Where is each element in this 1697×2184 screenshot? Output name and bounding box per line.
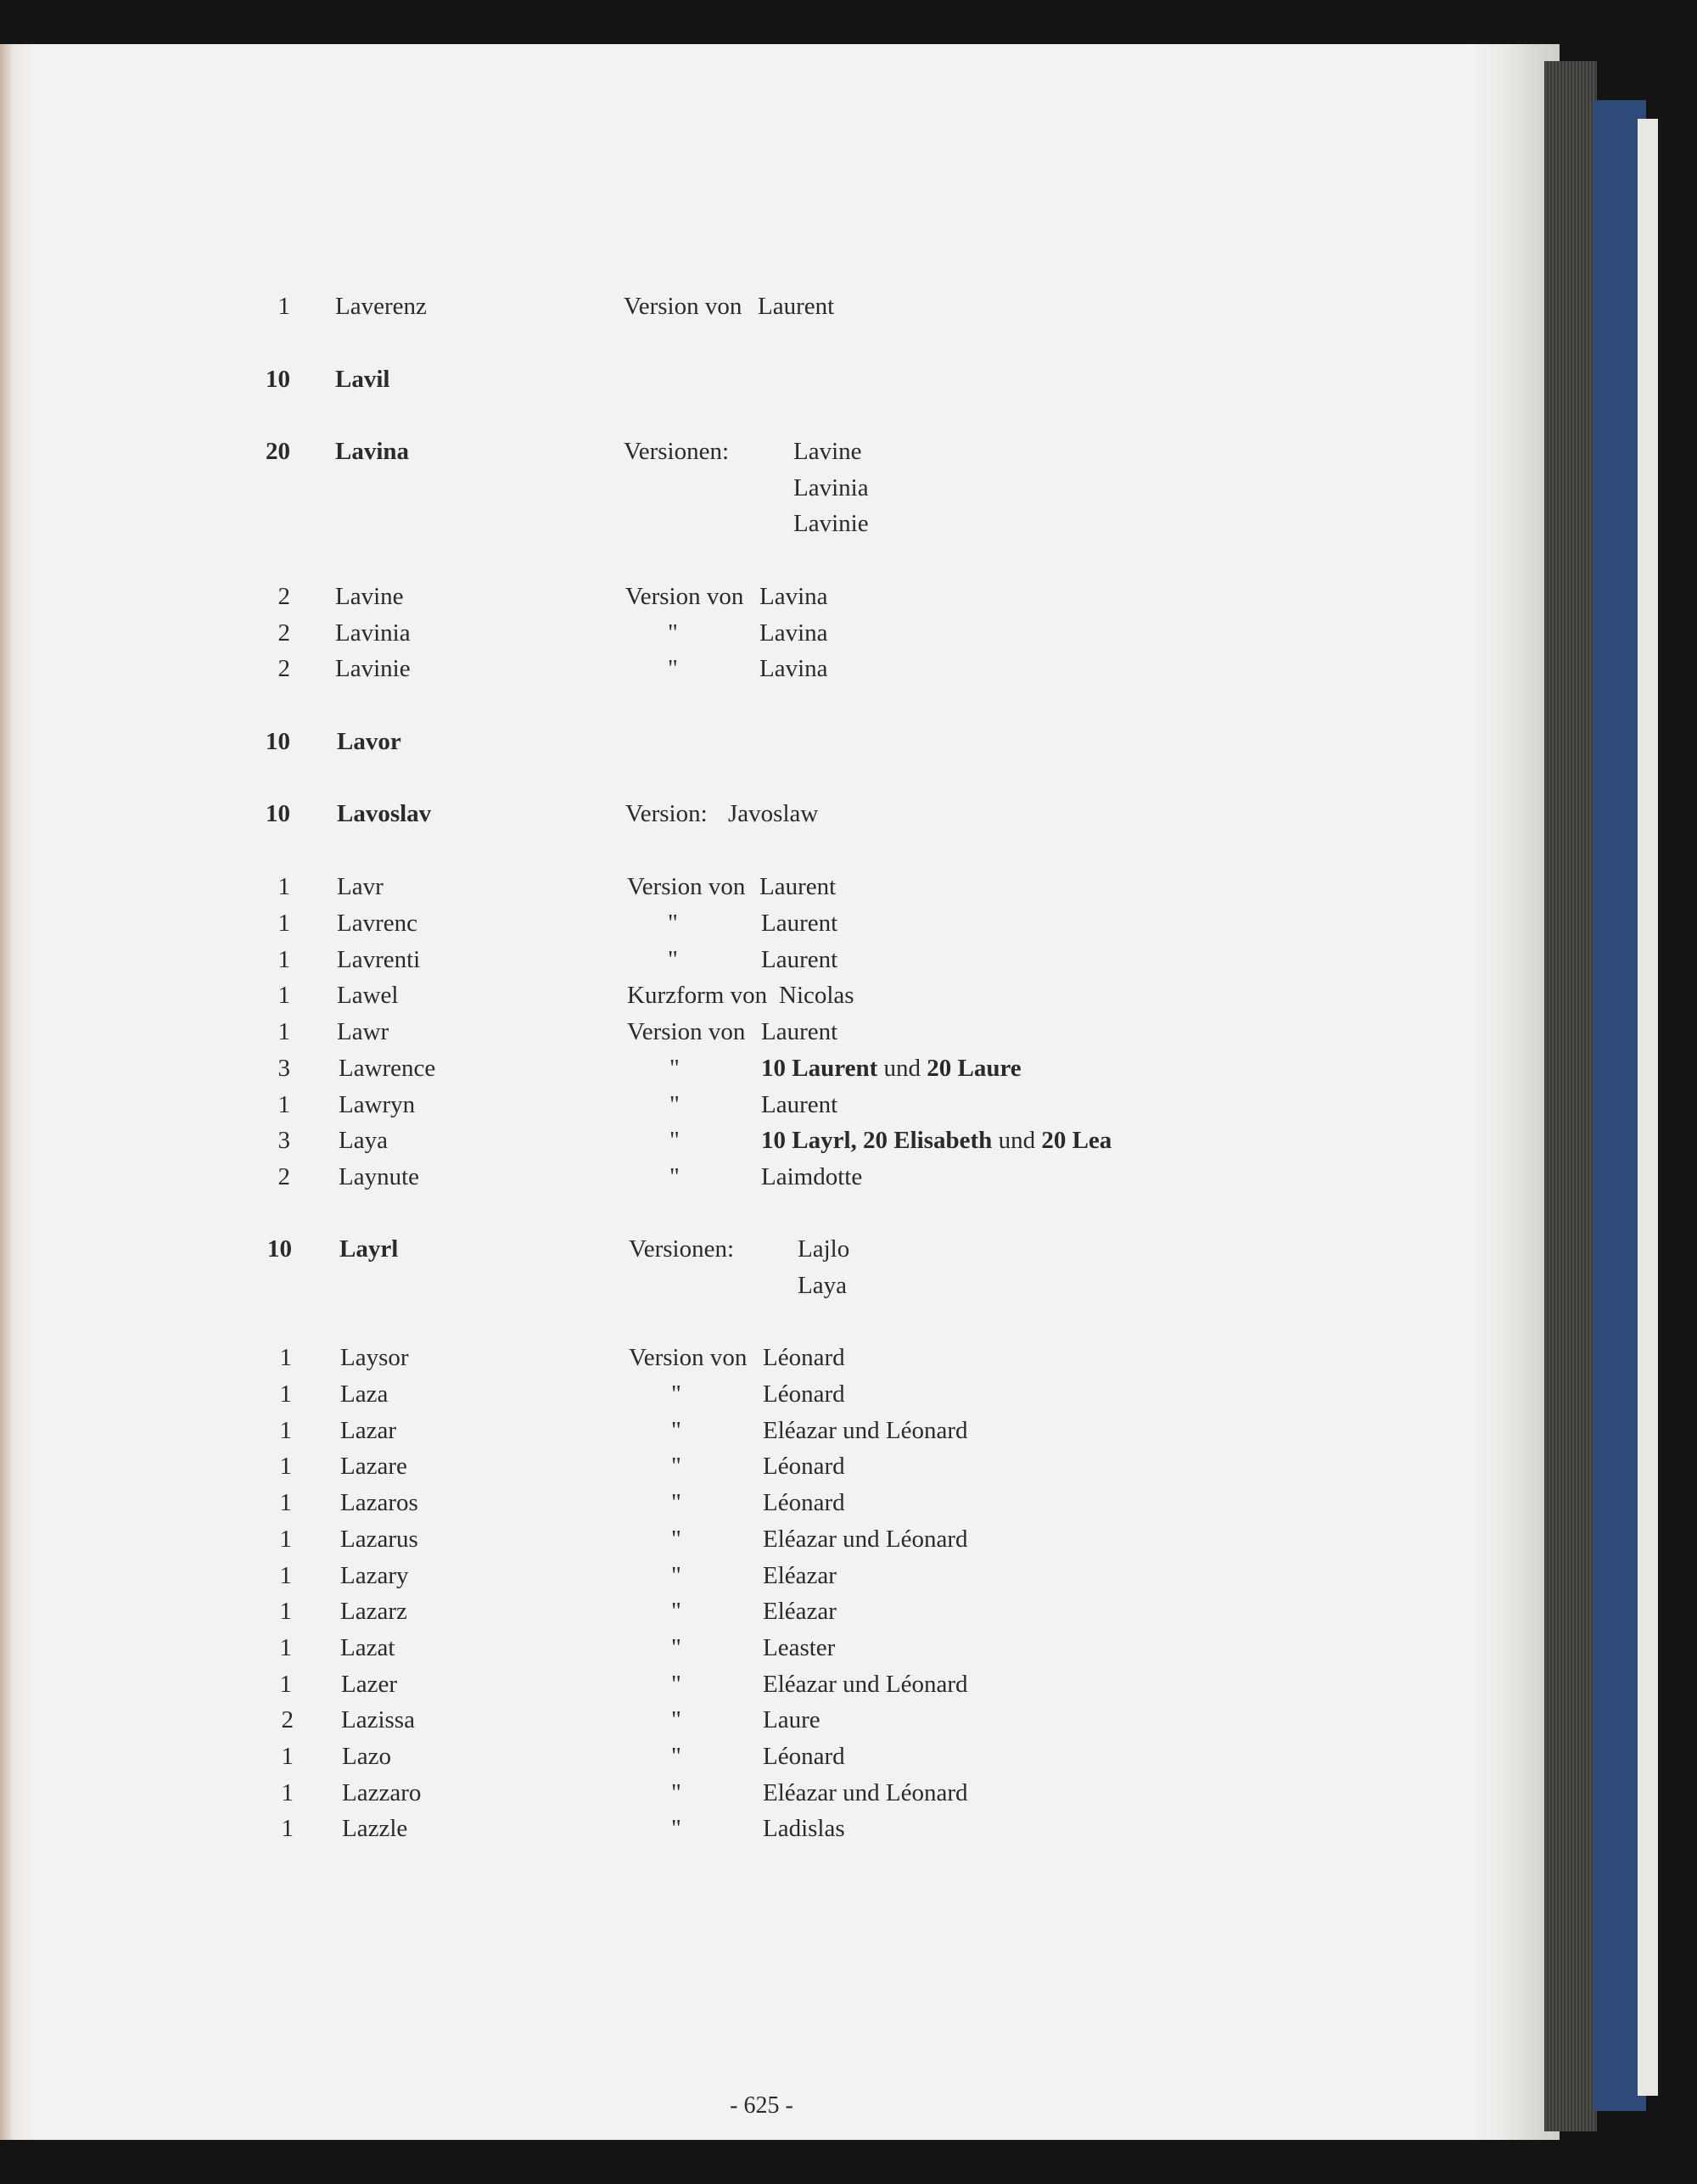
entry-label: Version von <box>627 873 746 900</box>
entry-name: Laverenz <box>335 293 427 320</box>
entry-number: 1 <box>277 873 290 900</box>
entry-reference: Eléazar <box>763 1562 837 1589</box>
entry-number: 1 <box>277 1018 290 1045</box>
entry-name: Lavil <box>335 366 390 393</box>
entry-name: Laza <box>340 1380 389 1408</box>
entry-name: Lavine <box>335 583 404 610</box>
entry-name: Lazzle <box>342 1815 408 1842</box>
ditto-mark: " <box>671 1671 681 1698</box>
ditto-mark: " <box>671 1706 681 1733</box>
ditto-mark: " <box>668 910 678 937</box>
entry-name: Laysor <box>340 1344 409 1371</box>
entry-number: 2 <box>281 1706 294 1733</box>
page-number: - 625 - <box>730 2092 793 2119</box>
entry-reference <box>761 1127 1112 1155</box>
entry-name: Laynute <box>339 1163 420 1190</box>
entry-name: Lavrenc <box>337 910 417 937</box>
entry-label: Version von <box>629 1344 748 1371</box>
entry-number: 1 <box>277 1091 290 1118</box>
entry-number: 10 <box>266 728 290 755</box>
ditto-mark: " <box>671 1743 681 1770</box>
entry-number: 10 <box>266 800 290 827</box>
entry-number: 1 <box>279 1598 292 1625</box>
ditto-mark: " <box>669 1055 680 1082</box>
entry-reference: Laurent <box>758 293 835 320</box>
ref-bold-1: 10 Laurent <box>761 1055 878 1082</box>
entry-name: Lavinia <box>335 619 411 647</box>
entry-number: 1 <box>279 1634 292 1661</box>
cover-inner-edge <box>1638 119 1658 2096</box>
entry-number: 10 <box>267 1235 292 1263</box>
ditto-mark: " <box>671 1779 681 1806</box>
facing-page-edge <box>0 44 34 2140</box>
entry-number: 20 <box>266 438 290 465</box>
entry-number: 1 <box>281 1779 294 1806</box>
entry-reference: Laurent <box>759 873 837 900</box>
entry-reference: Laurent <box>761 1018 838 1045</box>
entry-label: Version von <box>624 293 742 320</box>
entry-reference: Laimdotte <box>761 1163 863 1190</box>
entry-reference: Lavina <box>759 583 828 610</box>
entry-name: Lawrence <box>339 1055 436 1082</box>
entry-name: Lavr <box>337 873 384 900</box>
entry-version: Lajlo <box>798 1235 850 1263</box>
entry-reference: Léonard <box>763 1380 845 1408</box>
entry-label: Version von <box>627 1018 746 1045</box>
ditto-mark: " <box>669 1091 680 1118</box>
entry-number: 1 <box>279 1526 292 1553</box>
entry-label: Kurzform von <box>627 982 768 1009</box>
entry-name: Lazar <box>340 1417 396 1444</box>
entry-name: Lazissa <box>341 1706 415 1733</box>
ditto-mark: " <box>671 1380 681 1408</box>
entry-version: Lavinie <box>793 510 869 537</box>
entry-label: Versionen: <box>629 1235 735 1263</box>
ditto-mark: " <box>671 1634 681 1661</box>
entry-reference: Léonard <box>763 1453 845 1480</box>
entry-reference <box>761 1055 1022 1083</box>
entry-reference: Léonard <box>763 1489 845 1516</box>
ditto-mark: " <box>671 1562 681 1589</box>
ditto-mark: " <box>671 1526 681 1553</box>
entry-number: 1 <box>279 1562 292 1589</box>
entry-name: Lazzaro <box>342 1779 422 1806</box>
entry-name: Lazare <box>340 1453 407 1480</box>
entry-number: 10 <box>266 366 290 393</box>
ref-bold-2: 20 Laure <box>927 1055 1022 1082</box>
entry-name: Lavor <box>337 728 401 755</box>
entry-name: Laya <box>339 1127 388 1154</box>
page-stack <box>1544 61 1597 2131</box>
entry-reference: Leaster <box>763 1634 836 1661</box>
entry-label: Versionen: <box>624 438 730 465</box>
entry-name: Lavina <box>335 438 410 465</box>
entry-number: 1 <box>281 1815 294 1842</box>
entry-number: 1 <box>279 1344 292 1371</box>
entry-number: 2 <box>277 1163 290 1190</box>
ditto-mark: " <box>669 1127 680 1154</box>
ref-connector: und <box>992 1127 1042 1154</box>
entry-reference: Nicolas <box>779 982 854 1009</box>
entry-reference: Eléazar und Léonard <box>763 1417 968 1444</box>
entry-number: 1 <box>279 1671 292 1698</box>
entry-number: 1 <box>277 946 290 973</box>
entry-number: 2 <box>277 583 290 610</box>
entry-name: Lazarz <box>340 1598 407 1625</box>
entry-number: 1 <box>277 982 290 1009</box>
entry-version: Laya <box>798 1272 847 1299</box>
entry-name: Lavinie <box>335 655 411 682</box>
entry-name: Lazarus <box>340 1526 418 1553</box>
entry-reference: Laurent <box>761 946 838 973</box>
entry-reference: Laurent <box>761 910 838 937</box>
entry-number: 1 <box>277 293 290 320</box>
entry-number: 3 <box>277 1055 290 1082</box>
entry-number: 2 <box>277 655 290 682</box>
entry-name: Lazat <box>340 1634 395 1661</box>
entry-name: Layrl <box>339 1235 399 1263</box>
entry-reference: Eléazar <box>763 1598 837 1625</box>
ditto-mark: " <box>671 1417 681 1444</box>
entry-number: 1 <box>279 1380 292 1408</box>
entry-number: 1 <box>279 1489 292 1516</box>
entry-name: Lazer <box>341 1671 397 1698</box>
entry-name: Lazaros <box>340 1489 418 1516</box>
entry-reference: Lavina <box>759 655 828 682</box>
entry-reference: Laurent <box>761 1091 838 1118</box>
entry-reference: Javoslaw <box>728 800 819 827</box>
ref-connector: und <box>877 1055 927 1082</box>
ditto-mark: " <box>671 1453 681 1480</box>
entry-number: 1 <box>277 910 290 937</box>
entry-reference: Laure <box>763 1706 820 1733</box>
ditto-mark: " <box>668 946 678 973</box>
ditto-mark: " <box>671 1598 681 1625</box>
entry-label: Version von <box>625 583 744 610</box>
entry-name: Lawel <box>337 982 399 1009</box>
ref-bold-1: 10 Layrl, 20 Elisabeth <box>761 1127 993 1154</box>
entry-name: Lawr <box>337 1018 389 1045</box>
entry-name: Lavoslav <box>337 800 432 827</box>
entry-reference: Eléazar und Léonard <box>763 1671 968 1698</box>
entry-number: 2 <box>277 619 290 647</box>
entry-reference: Eléazar und Léonard <box>763 1779 968 1806</box>
entry-reference: Eléazar und Léonard <box>763 1526 968 1553</box>
entry-reference: Ladislas <box>763 1815 845 1842</box>
entry-name: Lavrenti <box>337 946 421 973</box>
entry-name: Lazo <box>342 1743 391 1770</box>
ditto-mark: " <box>671 1815 681 1842</box>
entry-label: Version: <box>625 800 708 827</box>
ditto-mark: " <box>668 619 678 647</box>
entry-number: 3 <box>277 1127 290 1154</box>
ref-bold-2: 20 Lea <box>1041 1127 1112 1154</box>
entry-number: 1 <box>279 1453 292 1480</box>
entry-reference: Léonard <box>763 1743 845 1770</box>
entry-name: Lazary <box>340 1562 409 1589</box>
ditto-mark: " <box>671 1489 681 1516</box>
entry-version: Lavine <box>793 438 862 465</box>
entry-name: Lawryn <box>339 1091 416 1118</box>
entry-number: 1 <box>281 1743 294 1770</box>
ditto-mark: " <box>668 655 678 682</box>
entry-version: Lavinia <box>793 474 869 501</box>
entry-reference: Léonard <box>763 1344 845 1371</box>
ditto-mark: " <box>669 1163 680 1190</box>
entry-reference: Lavina <box>759 619 828 647</box>
entry-number: 1 <box>279 1417 292 1444</box>
